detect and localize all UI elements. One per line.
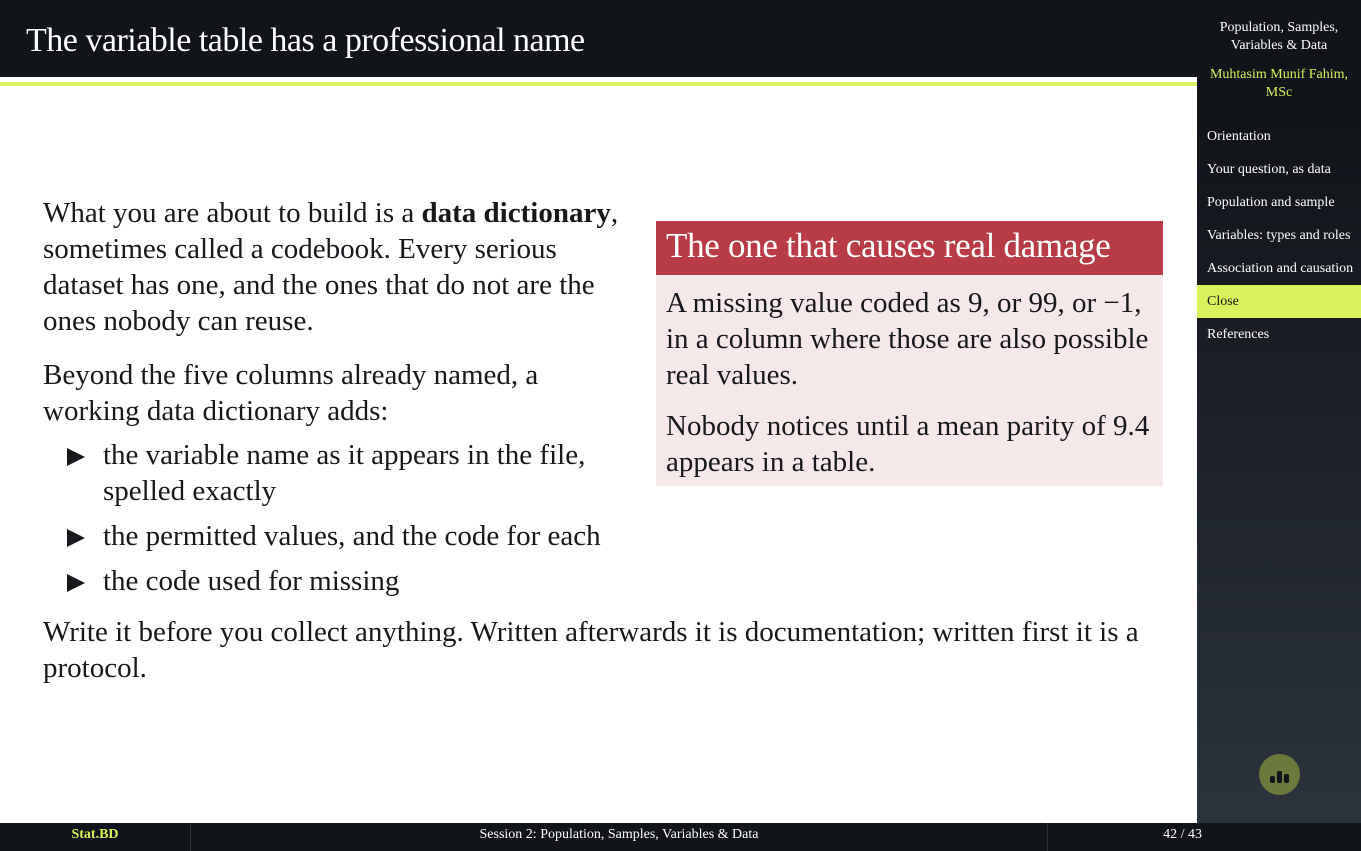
footer-session-title: Session 2: Population, Samples, Variables & Data — [190, 823, 1048, 851]
sidebar-talk-title[interactable]: Population, Samples, Variables & Data — [1219, 20, 1339, 53]
sidebar-item-population-sample[interactable]: Population and sample — [1207, 195, 1335, 210]
bullet-text: the variable name as it appears in the file, spelled exactly — [103, 439, 586, 507]
alert-text-1: A missing value coded as 9, or 99, or −1, in a column where those are also possible real values. — [666, 287, 1149, 391]
left-column — [43, 195, 633, 608]
adds-paragraph: Beyond the five columns already named, a working data dictionary adds: — [43, 359, 539, 427]
sidebar-item-your-question[interactable]: Your question, as data — [1207, 162, 1331, 177]
alert-body — [656, 275, 1163, 480]
slide-title: The variable table has a professional name — [26, 22, 585, 59]
footer-brand: Stat.BD — [71, 827, 119, 842]
intro-paragraph — [43, 195, 633, 339]
sidebar-item-orientation[interactable]: Orientation — [1207, 129, 1271, 144]
alert-title: The one that causes real damage — [656, 221, 1163, 275]
bullet-text: the code used for missing — [103, 565, 400, 597]
slide-body — [0, 86, 1197, 823]
closing-paragraph: Write it before you collect anything. Written afterwards it is documentation; written first it is a protocol. — [43, 616, 1139, 684]
triangle-bullet-icon — [67, 529, 85, 547]
sidebar-author[interactable]: Muhtasim Munif Fahim, MSc — [1209, 67, 1349, 100]
list-item — [43, 518, 633, 554]
slide-footer — [0, 823, 1361, 851]
intro-text-rest: , sometimes called a codebook. Every serious dataset has one, and the ones that do not are the ones nobody can reuse. — [43, 197, 619, 337]
sidebar-item-association[interactable]: Association and causation — [1207, 261, 1354, 276]
section-nav — [1197, 120, 1361, 351]
sidebar-item-references[interactable]: References — [1207, 327, 1270, 342]
sidebar-item-close[interactable]: Close — [1197, 285, 1361, 318]
bullet-text: the permitted values, and the code for each — [103, 520, 601, 552]
alert-block — [656, 221, 1163, 486]
list-item — [43, 437, 633, 509]
data-dictionary-term: data dictionary — [421, 197, 611, 229]
intro-text: What you are about to build is a — [43, 197, 422, 229]
footer-page-number: 42 / 43 — [1163, 827, 1202, 842]
alert-text-2: Nobody notices until a mean parity of 9.4 appears in a table. — [666, 410, 1150, 478]
sidebar-item-variables[interactable]: Variables: types and roles — [1207, 228, 1351, 243]
triangle-bullet-icon — [67, 574, 85, 592]
list-item — [43, 563, 633, 599]
sidebar — [1197, 0, 1361, 851]
slide-header — [0, 0, 1197, 77]
bar-chart-logo-icon — [1259, 754, 1300, 795]
triangle-bullet-icon — [67, 448, 85, 466]
bullet-list — [43, 437, 633, 599]
